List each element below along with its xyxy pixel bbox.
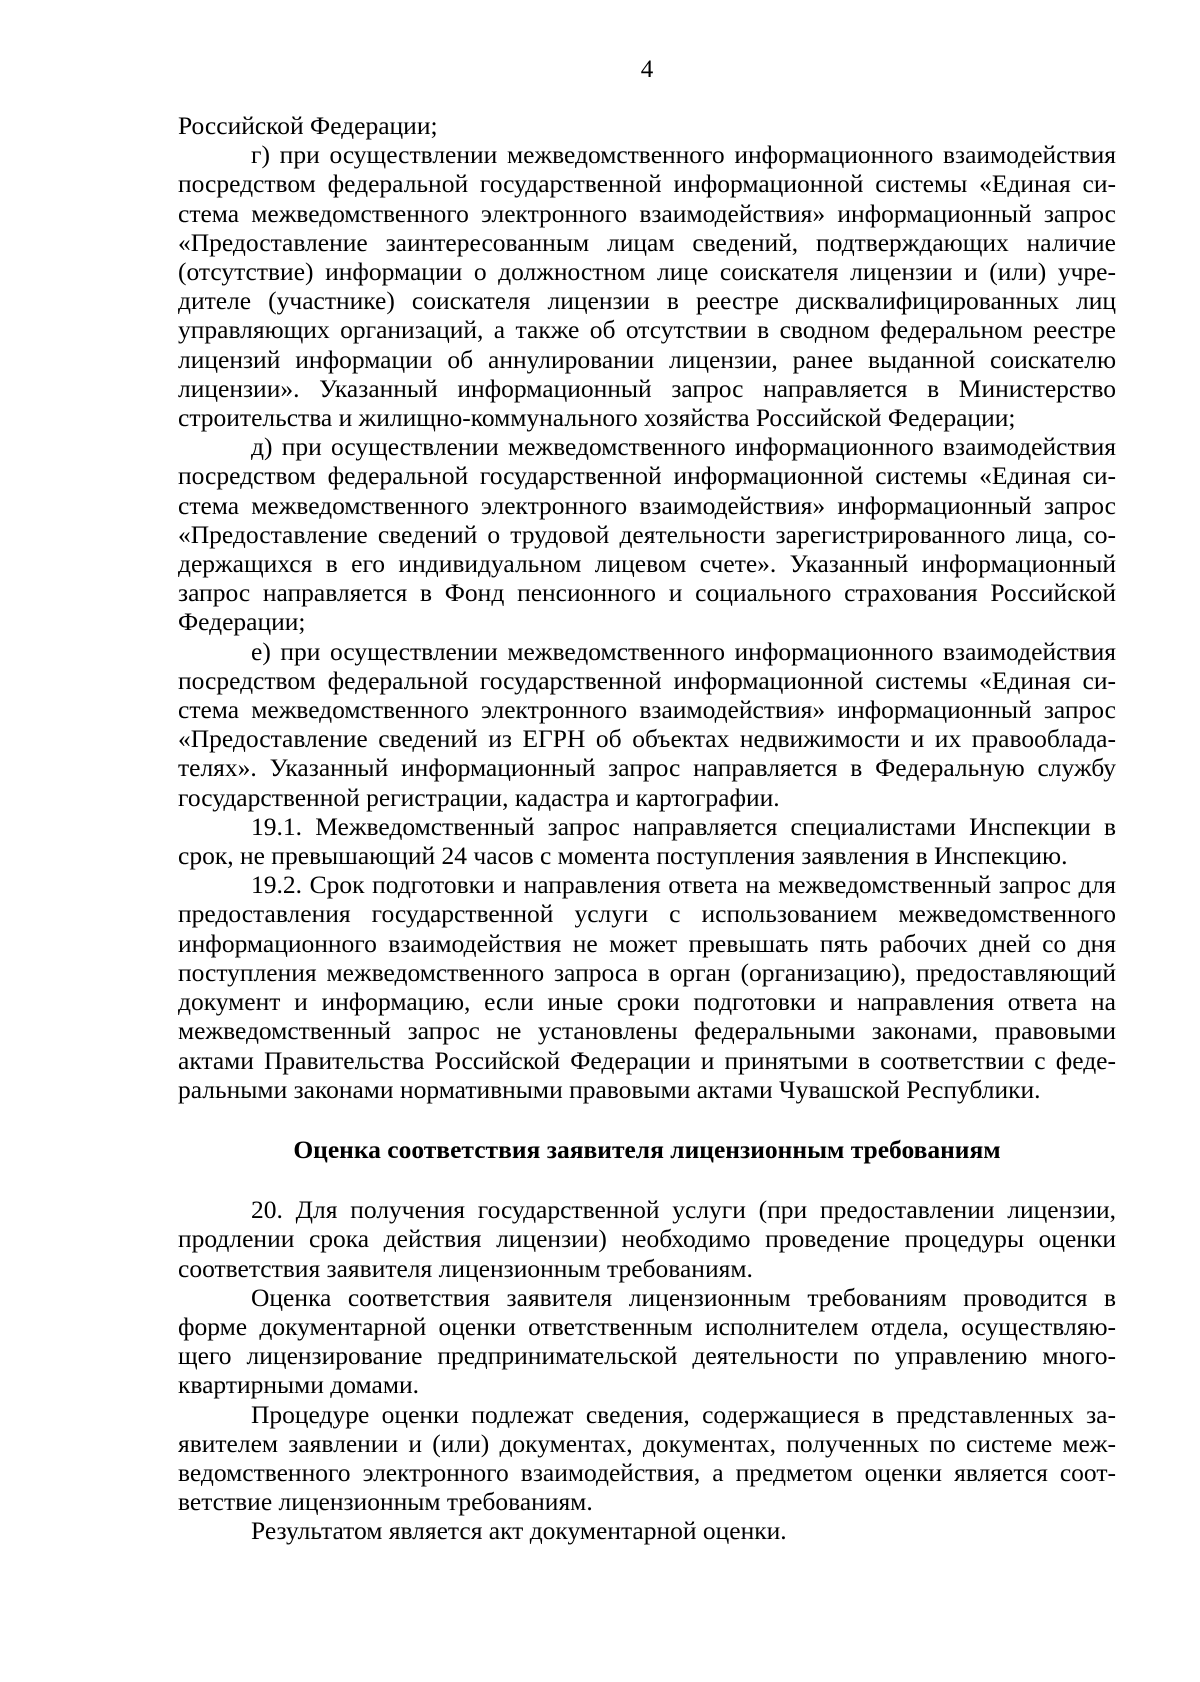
paragraph: Результатом является акт документарной оценки. — [251, 1516, 787, 1546]
paragraph: Оценка соответствия заявителя лицензионным требованиям проводится в форме документарной оценки ответственным исполнителем отдела, осуществляющего лицензирование предпринимательской деятельности по управлению многоквартирными домами. — [178, 1282, 1116, 1400]
paragraph-19-2: 19.2. Срок подготовки и направления ответа на межведомственный запрос для предоставления государственной услуги с использованием межведомственного информационного взаимодействия не может превышать пять рабочих дней со дня поступления межведомственного запроса в орган (организацию), предоставляющий документ и информацию, если иные сроки подготовки и направления ответа на межведомственный запрос не установлены федеральными законами, правовыми актами Правительства Российской Федерации и принятыми в соответствии с федеральными законами нормативными правовыми актами Чувашской Республики. — [178, 870, 1116, 1104]
paragraph-19-1: 19.1. Межведомственный запрос направляется специалистами Инспекции в срок, не превышающий 24 часов с момента поступления заявления в Инспекцию. — [178, 811, 1116, 871]
paragraph-item-g: г) при осуществлении межведомственного информационного взаимодействия посредством федеральной государственной информационной системы «Единая система межведомственного электронного взаимодействия» информационный запрос «Предоставление заинтересованным лицам сведений, подтверждающих наличие (отсутствие) информации о должностном лице соискателя лицензии и (или) учредителе (участнике) соискателя лицензии в реестре дисквалифицированных лиц управляющих организаций, а также об отсутствии в сводном федеральном реестре лицензий информации об аннулировании лицензии, ранее выданной соискателю лицензии». Указанный информационный запрос направляется в Министерство строительства и жилищно-коммунального хозяйства Российской Федерации; — [178, 140, 1116, 433]
paragraph-20: 20. Для получения государственной услуги (при предоставлении лицензии, продлении срока действия лицензии) необходимо проведение процедуры оценки соответствия заявителя лицензионным требованиям. — [178, 1195, 1116, 1283]
paragraph: Российской Федерации; — [178, 111, 438, 140]
page-number: 4 — [640, 56, 654, 83]
paragraph: Процедуре оценки подлежат сведения, содержащиеся в представленных заявителем заявлении и (или) документах, документах, полученных по системе межведомственного электронного взаимодействия, а предметом оценки является соответствие лицензионным требованиям. — [178, 1399, 1116, 1517]
section-heading: Оценка соответствия заявителя лицензионным требованиям — [293, 1134, 1001, 1164]
document-body — [178, 111, 1116, 1546]
document-page — [178, 55, 1116, 1615]
paragraph-item-e: е) при осуществлении межведомственного информационного взаимодействия посредством федеральной государственной информационной системы «Единая система межведомственного электронного взаимодействия» информационный запрос «Предоставление сведений из ЕГРН об объектах недвижимости и их правообладателях». Указанный информационный запрос направляется в Федеральную службу государственной регистрации, кадастра и картографии. — [178, 636, 1116, 812]
paragraph-item-d: д) при осуществлении межведомственного информационного взаимодействия посредством федеральной государственной информационной системы «Единая система межведомственного электронного взаимодействия» информационный запрос «Предоставление сведений о трудовой деятельности зарегистрированного лица, содержащихся в его индивидуальном лицевом счете». Указанный информационный запрос направляется в Фонд пенсионного и социального страхования Российской Федерации; — [178, 432, 1116, 637]
